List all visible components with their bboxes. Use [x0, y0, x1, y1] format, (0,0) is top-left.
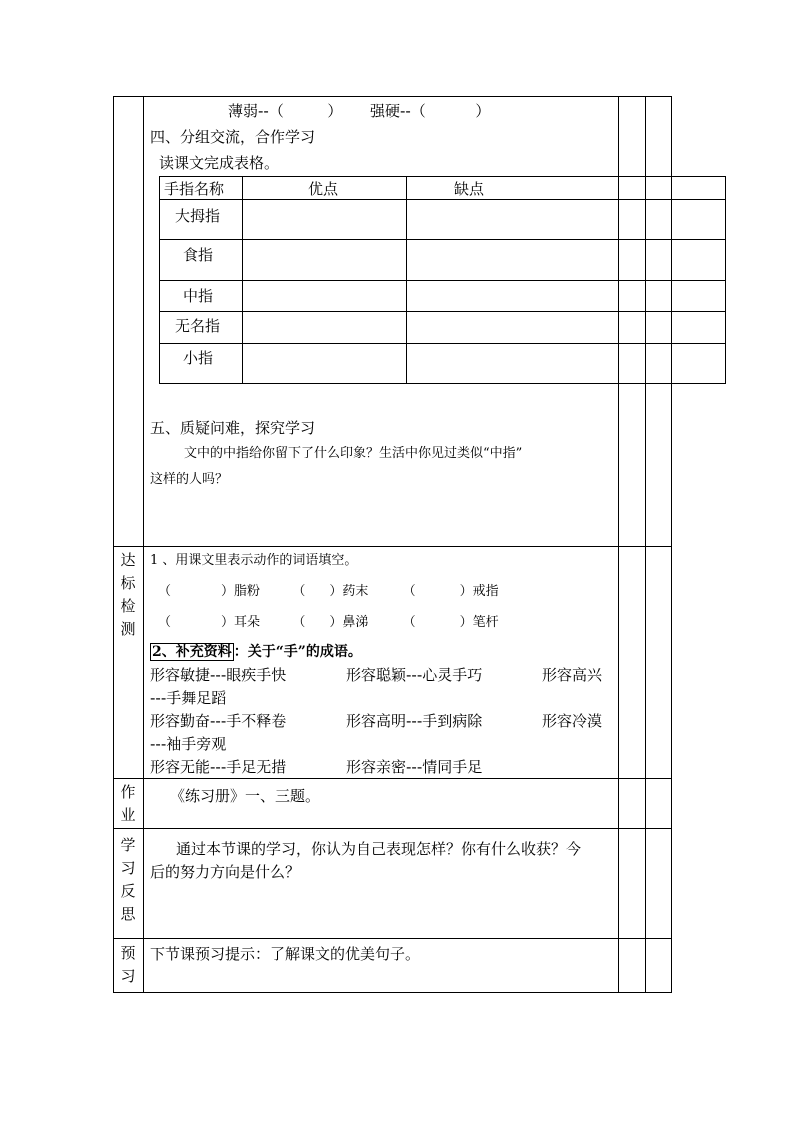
reflection-label: 学 习 反 思 — [120, 836, 136, 923]
q2-title-rest: ：关于“手”的成语。 — [233, 644, 362, 660]
idiom-1b: 形容聪颖---心灵手巧 — [346, 666, 483, 684]
idiom-2b: 形容高明---手到病除 — [346, 712, 483, 730]
header-finger-name: 手指名称 — [164, 180, 225, 198]
fill-row-1: （ ）脂粉 （ ）药末 （ ）戒指 — [158, 584, 499, 599]
reflection-line1: 通过本节课的学习，你认为自己表现怎样？你有什么收获？今 — [176, 840, 582, 858]
section4-title: 四、分组交流，合作学习 — [150, 128, 316, 146]
homework-text: 《练习册》一、三题。 — [170, 787, 321, 805]
q2-title — [150, 642, 362, 662]
idiom-2c-cont: ---袖手旁观 — [150, 735, 227, 753]
reflection-line2: 后的努力方向是什么？ — [150, 863, 301, 881]
idiom-1c-cont: ---手舞足蹈 — [150, 689, 227, 707]
dabiao-label: 达 标 检 测 — [120, 551, 136, 638]
q1-instruction: 1 、用课文里表示动作的词语填空。 — [150, 553, 358, 568]
strong-prompt: 强硬--（ — [369, 102, 426, 120]
strong-close: ） — [475, 102, 491, 120]
fill-row-2: （ ）耳朵 （ ）鼻涕 （ ）笔杆 — [158, 615, 499, 630]
idiom-1a: 形容敏捷---眼疾手快 — [150, 666, 287, 684]
section5-title: 五、质疑问难，探究学习 — [150, 419, 316, 437]
homework-label: 作 业 — [120, 783, 136, 824]
header-advantage: 优点 — [308, 180, 339, 198]
idiom-2a: 形容勤奋---手不释卷 — [150, 712, 287, 730]
preview-label: 预 习 — [120, 944, 136, 985]
row-middle-finger: 中指 — [183, 287, 214, 305]
row-ring-finger: 无名指 — [175, 317, 221, 335]
section5-question-line2: 这样的人吗？ — [150, 472, 229, 487]
preview-text: 下节课预习提示：了解课文的优美句子。 — [150, 945, 421, 963]
idiom-3b: 形容亲密---情同手足 — [346, 758, 483, 776]
idiom-2c: 形容冷漠 — [542, 712, 603, 730]
idiom-1c: 形容高兴 — [542, 666, 603, 684]
section5-question-line1: 文中的中指给你留下了什么印象？生活中你见过类似“中指” — [184, 446, 523, 461]
row-index-finger: 食指 — [183, 246, 214, 264]
row-little-finger: 小指 — [183, 349, 214, 367]
idiom-3a: 形容无能---手足无措 — [150, 758, 287, 776]
weak-strong-line — [228, 101, 490, 121]
weak-prompt: 薄弱--（ — [228, 102, 284, 120]
q2-boxed-label: 2、补充资料 — [152, 644, 232, 660]
header-disadvantage: 缺点 — [454, 180, 485, 198]
section4-instruction: 读课文完成表格。 — [159, 154, 280, 172]
weak-close: ） — [327, 102, 343, 120]
row-thumb: 大拇指 — [175, 207, 221, 225]
